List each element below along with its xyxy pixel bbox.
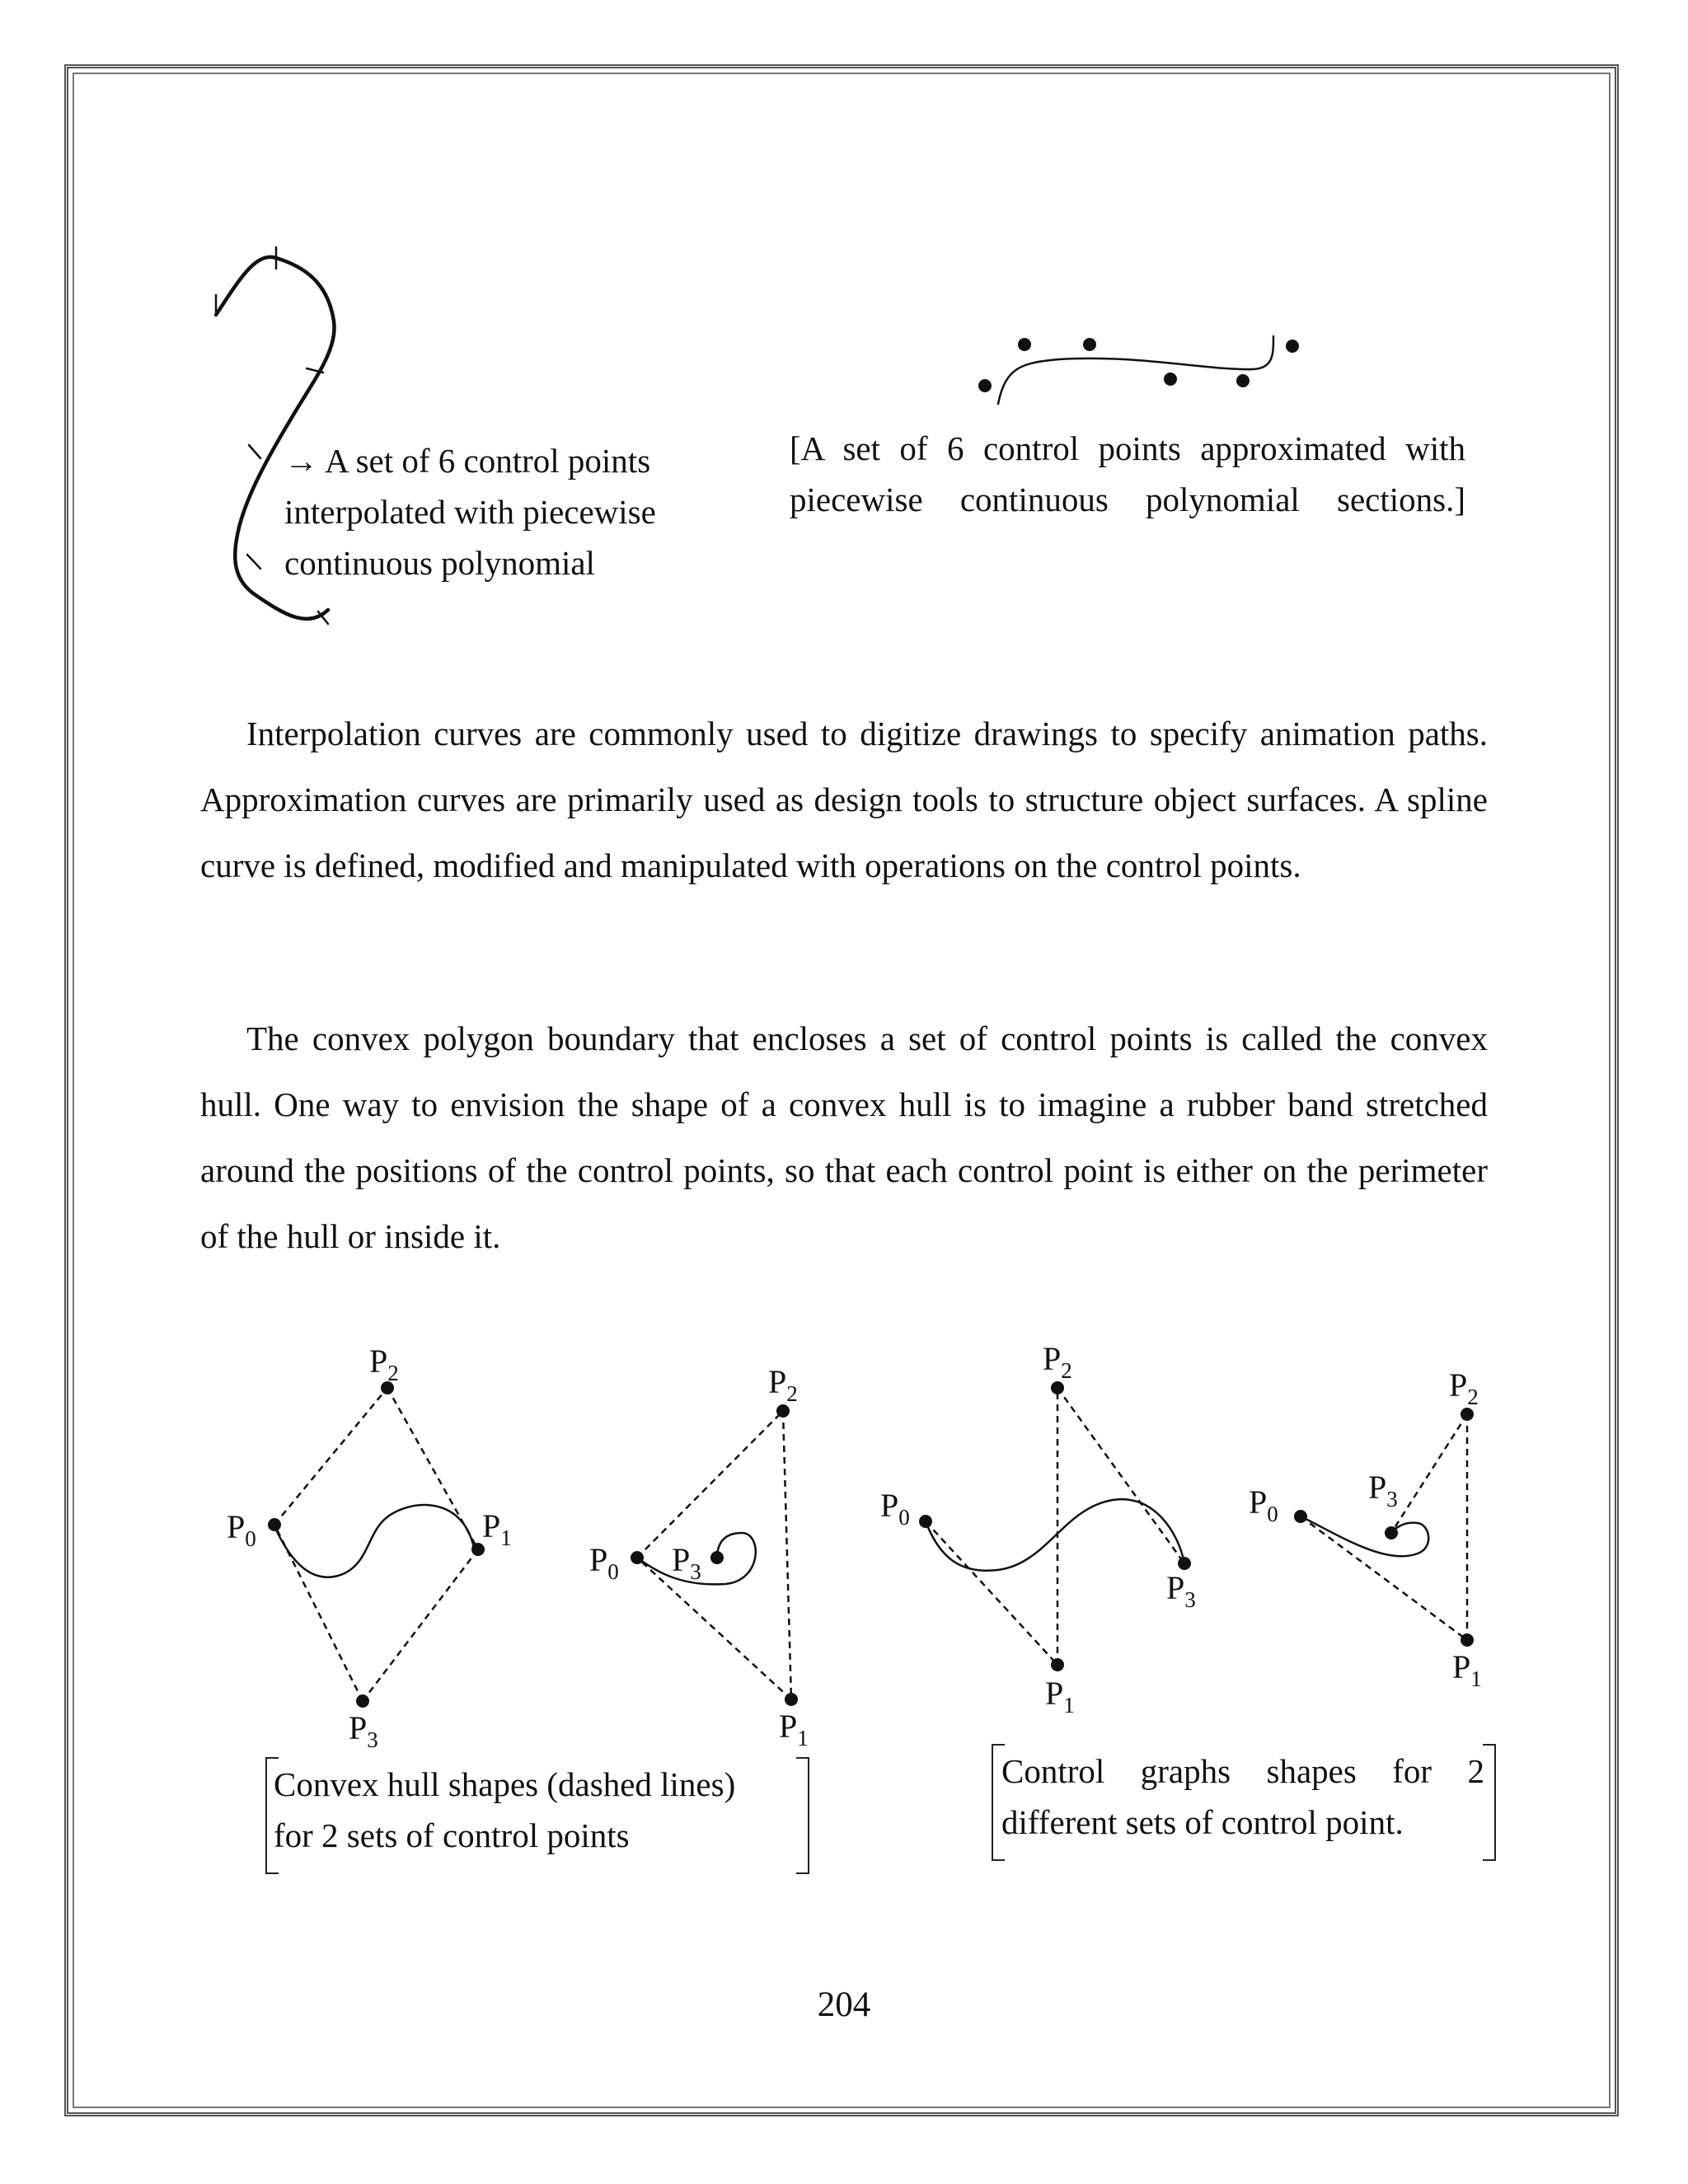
paragraph-interpolation: Interpolation curves are commonly used to digitize drawings to specify animation paths. Approximation curves are primarily used as design tools to structure object surfaces. A spline curve is defined, modified and manipulated with operations on the control points. (200, 715, 1488, 884)
control-graph-d (1294, 1408, 1474, 1647)
label-p0-d: $P_0$ (1249, 1483, 1278, 1526)
label-p3-a: $P_3$ (349, 1709, 378, 1752)
label-p3-c: $P_3$ (1166, 1569, 1196, 1612)
page-number: 204 (817, 1985, 871, 2024)
label-p0-b: $P_0$ (589, 1541, 619, 1584)
approximation-curve (998, 336, 1273, 404)
label-p1-c: $P_1$ (1045, 1675, 1075, 1718)
label-p1-a: $P_1$ (482, 1507, 512, 1550)
point-labels (227, 1340, 1482, 1752)
paragraph-convex-hull: The convex polygon boundary that encloses a set of control points is called the convex hull. One way to envision the shape of a convex hull is to imagine a rubber band stretched around the positions of the control points, so that each control point is either on the perimeter of the hull or inside it. (200, 1019, 1488, 1255)
label-p0-a: $P_0$ (227, 1508, 256, 1551)
label-p1-d: $P_1$ (1452, 1648, 1482, 1691)
label-p0-c: $P_0$ (880, 1487, 910, 1530)
label-p3-b: $P_3$ (672, 1541, 701, 1584)
control-graph-c (919, 1381, 1191, 1671)
label-p2-c: $P_2$ (1043, 1340, 1072, 1383)
interpolation-caption: → A set of 6 control points interpolated with piecewise continuous polynomial (284, 442, 656, 582)
label-p2-a: $P_2$ (369, 1343, 399, 1385)
label-p2-d: $P_2$ (1449, 1366, 1479, 1409)
convex-hull-b (631, 1404, 798, 1706)
control-graph-caption: Control graphs shapes for 2 different sets of control point. (992, 1744, 1496, 1859)
label-p1-b: $P_1$ (779, 1708, 809, 1750)
convex-hull-a (268, 1381, 485, 1708)
label-p3-d: $P_3$ (1368, 1469, 1398, 1511)
label-p2-b: $P_2$ (768, 1363, 798, 1406)
approximation-caption: [A set of 6 control points approximated with piecewise continuous polynomial sections.] (790, 429, 1465, 518)
convex-hull-caption: Convex hull shapes (dashed lines) for 2 sets of control points (265, 1757, 809, 1872)
